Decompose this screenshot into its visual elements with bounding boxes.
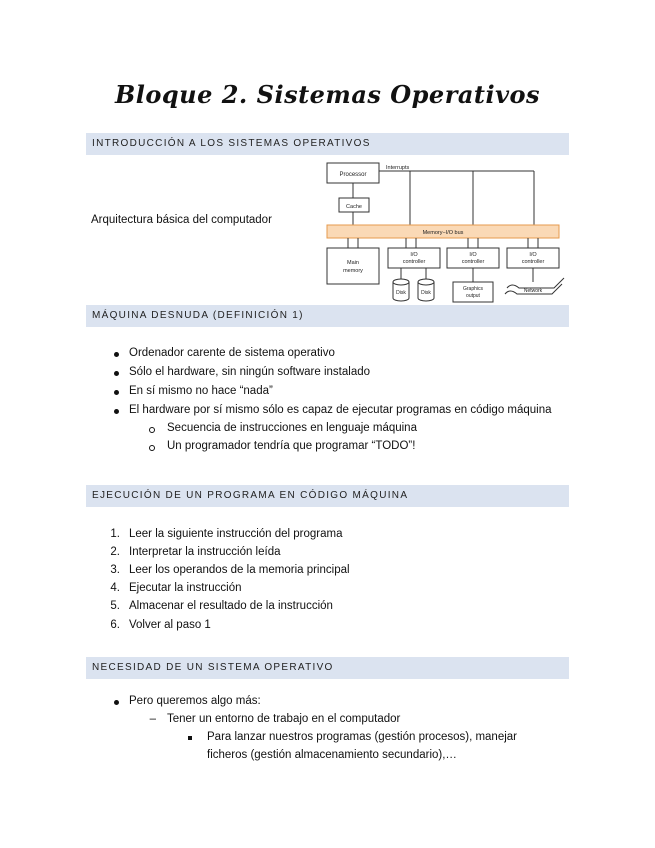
svg-text:Main: Main <box>347 260 359 266</box>
list-number: 2. <box>110 546 120 558</box>
list-number: 6. <box>110 619 120 631</box>
svg-text:Network: Network <box>523 288 543 294</box>
page-title: Bloque 2. Sistemas Operativos <box>114 80 541 109</box>
sub-sub-list-item-cont: ficheros (gestión almacenamiento secundario),… <box>207 749 457 761</box>
svg-text:memory: memory <box>343 268 363 274</box>
list-item: Ordenador carente de sistema operativo <box>129 347 335 359</box>
list-item: Pero queremos algo más: <box>129 695 261 707</box>
list-number: 5. <box>110 600 120 612</box>
svg-text:Graphics: Graphics <box>462 286 484 292</box>
svg-text:Disk: Disk <box>396 290 406 296</box>
svg-text:I/O: I/O <box>529 252 537 258</box>
list-number: 3. <box>110 564 120 576</box>
interrupts-label: Interrupts <box>386 165 410 171</box>
sub-bullet-icon <box>149 427 155 433</box>
list-item: Ejecutar la instrucción <box>129 582 242 594</box>
list-item: Interpretar la instrucción leída <box>129 546 281 558</box>
io-controller-2 <box>447 248 499 268</box>
io-controller-1 <box>388 248 440 268</box>
bullet-icon <box>114 390 119 395</box>
list-item: Volver al paso 1 <box>129 619 211 631</box>
svg-text:I/O: I/O <box>410 252 418 258</box>
sub-list-item: Un programador tendría que programar “TODO”! <box>167 440 416 452</box>
list-item: Leer los operandos de la memoria principal <box>129 564 350 576</box>
section-header-intro <box>86 133 569 155</box>
disk-2 <box>418 279 434 301</box>
sub-list-item: Secuencia de instrucciones en lenguaje máquina <box>167 422 417 434</box>
section-header-intro-label: INTRODUCCIÓN A LOS SISTEMAS OPERATIVOS <box>92 138 371 149</box>
section-header-maquina-label: MÁQUINA DESNUDA (DEFINICIÓN 1) <box>92 310 304 321</box>
io-controller-3 <box>507 248 559 268</box>
list-item: Leer la siguiente instrucción del programa <box>129 528 343 540</box>
bullet-icon <box>114 371 119 376</box>
svg-text:controller: controller <box>521 259 545 265</box>
processor-label: Processor <box>339 172 367 178</box>
bullet-icon <box>114 700 119 705</box>
network-link <box>507 278 564 288</box>
section-header-necesidad <box>86 657 569 679</box>
svg-text:controller: controller <box>461 259 485 265</box>
section-header-necesidad-label: NECESIDAD DE UN SISTEMA OPERATIVO <box>92 662 334 673</box>
sub-list-item: Tener un entorno de trabajo en el computador <box>167 713 401 725</box>
graphics-output-box <box>453 282 493 302</box>
dash-marker: – <box>149 713 156 725</box>
square-bullet-icon <box>188 736 192 740</box>
sub-bullet-icon <box>149 445 155 451</box>
architecture-diagram <box>322 160 567 305</box>
cache-label: Cache <box>346 204 362 210</box>
section-header-ejecucion-label: EJECUCIÓN DE UN PROGRAMA EN CÓDIGO MÁQUINA <box>92 490 409 501</box>
architecture-label: Arquitectura básica del computador <box>91 214 272 226</box>
svg-text:I/O: I/O <box>469 252 477 258</box>
sub-sub-list-item: Para lanzar nuestros programas (gestión procesos), manejar <box>207 731 518 743</box>
bus-label: Memory−I/O bus <box>422 230 464 236</box>
svg-text:Disk: Disk <box>421 290 431 296</box>
list-item: En sí mismo no hace “nada” <box>129 385 273 397</box>
list-item: Almacenar el resultado de la instrucción <box>129 600 333 612</box>
list-number: 1. <box>110 528 120 540</box>
disk-1 <box>393 279 409 301</box>
section-header-maquina <box>86 305 569 327</box>
list-number: 4. <box>110 582 120 594</box>
list-item: Sólo el hardware, sin ningún software instalado <box>129 366 371 378</box>
svg-text:output: output <box>466 293 480 299</box>
section-header-ejecucion <box>86 485 569 507</box>
list-item: El hardware por sí mismo sólo es capaz de ejecutar programas en código máquina <box>129 404 552 416</box>
main-memory-box <box>327 248 379 284</box>
bullet-icon <box>114 352 119 357</box>
bullet-icon <box>114 409 119 414</box>
svg-text:controller: controller <box>402 259 426 265</box>
